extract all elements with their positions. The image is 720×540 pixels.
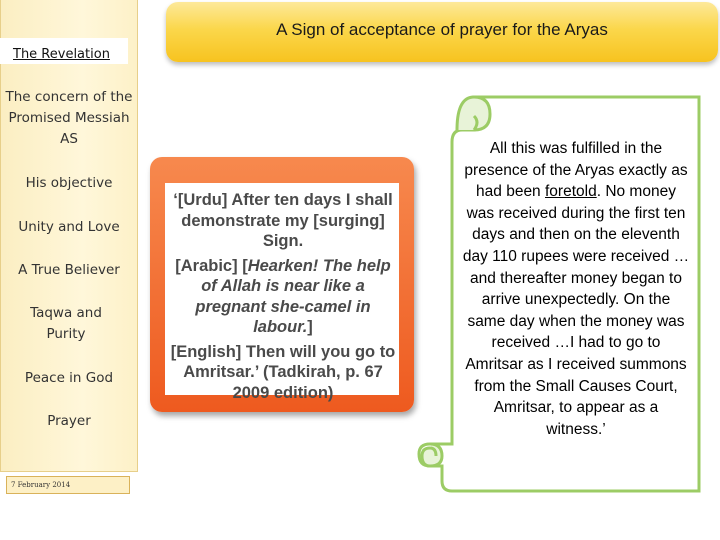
sidebar-item-peace[interactable]: Peace in God — [24, 370, 114, 386]
sidebar-item-unity[interactable]: Unity and Love — [18, 219, 120, 235]
scroll-text-part1: All this was fulfilled in the presence of the Aryas exactly as had been — [464, 140, 688, 201]
sidebar-item-concern[interactable]: The concern of the Promised Messiah AS — [5, 89, 133, 147]
scroll-text — [462, 138, 690, 440]
quote-english: [English] Then will you go to Amritsar.’ (Tadkirah, p. 67 2009 edition) — [170, 342, 396, 402]
quote-urdu: ‘[Urdu] After ten days I shall demonstrate my [surging] Sign. — [173, 191, 393, 250]
quote-arabic-body: Hearken! The help of Allah is near like a pregnant she-camel in labour. — [195, 256, 391, 336]
sidebar-item-objective[interactable]: His objective — [25, 175, 113, 191]
sidebar-item-prayer[interactable]: Prayer — [47, 413, 91, 429]
title-banner — [166, 2, 718, 62]
quote-arabic-prefix: [Arabic] [ — [175, 256, 248, 275]
quote-arabic-suffix: ] — [307, 318, 313, 336]
page-title: A Sign of acceptance of prayer for the Aryas — [276, 20, 608, 39]
quote-arabic — [168, 256, 398, 338]
sidebar-heading[interactable]: The Revelation — [0, 38, 128, 64]
date-label: 7 February 2014 — [6, 476, 130, 494]
scroll-text-foretold: foretold — [545, 183, 597, 201]
quote-text — [168, 190, 398, 407]
sidebar-item-taqwa[interactable]: Taqwa and Purity — [30, 305, 102, 342]
scroll-text-part3: . No money was received during the first ten days and then on the eleventh day 110 rupees were received …and thereafter money began to arrive unexpectedly. On the same day when the money was received …I had to go to Amritsar as I received summons from the Small Causes Court, Amritsar, to appear as a witness.’ — [462, 183, 690, 438]
sidebar-item-believer[interactable]: A True Believer — [18, 262, 120, 278]
